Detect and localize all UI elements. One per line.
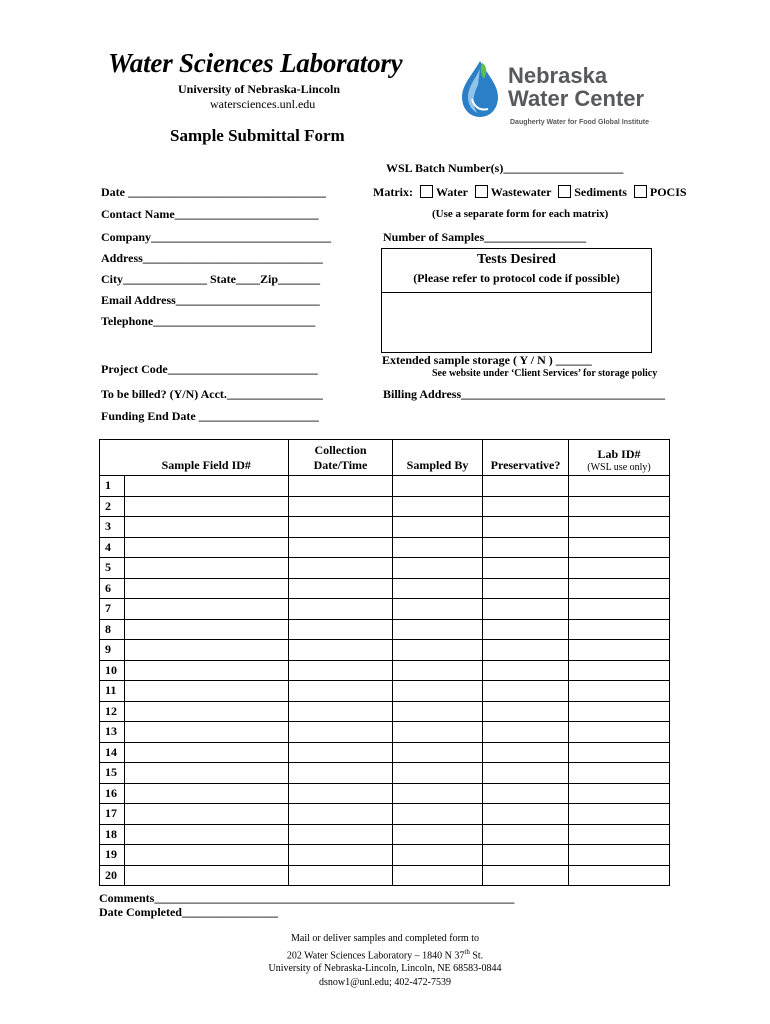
collection-cell[interactable] bbox=[289, 537, 393, 558]
row-number: 15 bbox=[100, 763, 125, 784]
lab-id-cell[interactable] bbox=[569, 845, 670, 866]
university-name: University of Nebraska-Lincoln bbox=[178, 82, 340, 96]
wsl-batch-field[interactable]: WSL Batch Number(s)____________________ bbox=[386, 161, 624, 175]
collection-cell[interactable] bbox=[289, 640, 393, 661]
row-number: 1 bbox=[100, 476, 125, 497]
row-number: 18 bbox=[100, 824, 125, 845]
sample-field-id-cell[interactable] bbox=[125, 619, 289, 640]
sample-field-id-cell[interactable] bbox=[125, 599, 289, 620]
row-number: 3 bbox=[100, 517, 125, 538]
storage-policy-note: See website under ‘Client Services’ for storage policy bbox=[432, 368, 658, 379]
footer-contact[interactable]: dsnow1@unl.edu; 402-472-7539 bbox=[319, 976, 451, 988]
preservative-cell[interactable] bbox=[483, 578, 569, 599]
tests-desired-box[interactable] bbox=[381, 248, 652, 353]
table-row bbox=[100, 783, 670, 804]
matrix-sediments-label: Sediments bbox=[574, 185, 627, 199]
funding-end-date-field[interactable]: Funding End Date ____________________ bbox=[101, 409, 319, 423]
lab-id-cell[interactable] bbox=[569, 783, 670, 804]
row-number: 11 bbox=[100, 681, 125, 702]
collection-cell[interactable] bbox=[289, 701, 393, 722]
row-number: 20 bbox=[100, 865, 125, 886]
matrix-wastewater-label: Wastewater bbox=[490, 185, 552, 199]
collection-cell[interactable] bbox=[289, 681, 393, 702]
preservative-cell[interactable] bbox=[483, 496, 569, 517]
lab-id-cell[interactable] bbox=[569, 660, 670, 681]
sampled-by-cell[interactable] bbox=[393, 599, 483, 620]
logo-line1: Nebraska bbox=[508, 63, 608, 88]
sample-field-id-cell[interactable] bbox=[125, 763, 289, 784]
telephone-field[interactable]: Telephone___________________________ bbox=[101, 314, 316, 328]
lab-id-cell[interactable] bbox=[569, 640, 670, 661]
sample-field-id-cell[interactable] bbox=[125, 537, 289, 558]
matrix-row bbox=[373, 185, 687, 200]
collection-cell[interactable] bbox=[289, 619, 393, 640]
sampled-by-cell[interactable] bbox=[393, 722, 483, 743]
samples-table bbox=[99, 439, 670, 886]
contact-name-field[interactable]: Contact Name________________________ bbox=[101, 207, 319, 221]
sampled-by-cell[interactable] bbox=[393, 742, 483, 763]
table-row bbox=[100, 681, 670, 702]
sample-field-id-cell[interactable] bbox=[125, 681, 289, 702]
sample-field-id-cell[interactable] bbox=[125, 742, 289, 763]
sample-field-id-cell[interactable] bbox=[125, 804, 289, 825]
collection-cell[interactable] bbox=[289, 578, 393, 599]
lab-id-cell[interactable] bbox=[569, 763, 670, 784]
address-field[interactable]: Address______________________________ bbox=[101, 251, 323, 265]
preservative-cell[interactable] bbox=[483, 804, 569, 825]
nebraska-water-center-logo bbox=[458, 55, 658, 130]
logo-line2: Water Center bbox=[508, 86, 645, 111]
form-title: Sample Submittal Form bbox=[170, 126, 345, 145]
sample-field-id-cell[interactable] bbox=[125, 558, 289, 579]
preservative-cell[interactable] bbox=[483, 824, 569, 845]
to-be-billed-field[interactable]: To be billed? (Y/N) Acct.________________ bbox=[101, 387, 323, 401]
footer-address-end: St. bbox=[469, 949, 484, 961]
preservative-cell[interactable] bbox=[483, 845, 569, 866]
row-number: 4 bbox=[100, 537, 125, 558]
sample-field-id-cell[interactable] bbox=[125, 496, 289, 517]
matrix-water-checkbox[interactable] bbox=[420, 185, 433, 198]
preservative-cell[interactable] bbox=[483, 599, 569, 620]
preservative-header: Preservative? bbox=[483, 440, 569, 476]
sampled-by-header: Sampled By bbox=[393, 440, 483, 476]
sampled-by-cell[interactable] bbox=[393, 578, 483, 599]
lab-id-title: Lab ID# bbox=[597, 447, 641, 461]
table-row bbox=[100, 742, 670, 763]
preservative-cell[interactable] bbox=[483, 681, 569, 702]
table-row bbox=[100, 619, 670, 640]
lab-id-cell[interactable] bbox=[569, 804, 670, 825]
collection-cell[interactable] bbox=[289, 558, 393, 579]
lab-id-cell[interactable] bbox=[569, 599, 670, 620]
logo-tagline: Daugherty Water for Food Global Institute bbox=[510, 119, 649, 126]
preservative-cell[interactable] bbox=[483, 722, 569, 743]
matrix-pocis-label: POCIS bbox=[649, 185, 687, 199]
row-number: 7 bbox=[100, 599, 125, 620]
collection-cell[interactable] bbox=[289, 517, 393, 538]
lab-id-cell[interactable] bbox=[569, 824, 670, 845]
extended-storage-field[interactable]: Extended sample storage ( Y / N ) ______ bbox=[382, 353, 592, 367]
sampled-by-cell[interactable] bbox=[393, 640, 483, 661]
collection-cell[interactable] bbox=[289, 865, 393, 886]
sampled-by-cell[interactable] bbox=[393, 824, 483, 845]
collection-cell[interactable] bbox=[289, 742, 393, 763]
tests-desired-title: Tests Desired bbox=[477, 252, 556, 267]
tests-desired-note: (Please refer to protocol code if possible) bbox=[413, 271, 620, 285]
preservative-cell[interactable] bbox=[483, 783, 569, 804]
preservative-cell[interactable] bbox=[483, 660, 569, 681]
collection-header-l1: Collection bbox=[314, 443, 367, 457]
project-code-field[interactable]: Project Code_________________________ bbox=[101, 362, 318, 376]
table-row bbox=[100, 496, 670, 517]
row-number: 19 bbox=[100, 845, 125, 866]
collection-header-l2: Date/Time bbox=[313, 458, 368, 472]
billing-address-field[interactable]: Billing Address__________________________________ bbox=[383, 387, 666, 401]
table-row bbox=[100, 763, 670, 784]
collection-cell[interactable] bbox=[289, 824, 393, 845]
lab-id-cell[interactable] bbox=[569, 722, 670, 743]
preservative-cell[interactable] bbox=[483, 619, 569, 640]
preservative-cell[interactable] bbox=[483, 476, 569, 497]
row-number: 16 bbox=[100, 783, 125, 804]
preservative-cell[interactable] bbox=[483, 640, 569, 661]
row-number: 8 bbox=[100, 619, 125, 640]
matrix-sediments-checkbox[interactable] bbox=[558, 185, 571, 198]
table-row bbox=[100, 537, 670, 558]
table-row bbox=[100, 865, 670, 886]
footer-address: 202 Water Sciences Laboratory – 1840 N 37 bbox=[286, 949, 465, 961]
row-number: 17 bbox=[100, 804, 125, 825]
sample-field-id-cell[interactable] bbox=[125, 578, 289, 599]
table-row bbox=[100, 660, 670, 681]
row-number: 13 bbox=[100, 722, 125, 743]
sampled-by-cell[interactable] bbox=[393, 537, 483, 558]
table-row bbox=[100, 578, 670, 599]
lab-id-cell[interactable] bbox=[569, 742, 670, 763]
sampled-by-cell[interactable] bbox=[393, 804, 483, 825]
sampled-by-cell[interactable] bbox=[393, 845, 483, 866]
sample-field-id-header: Sample Field ID# bbox=[125, 440, 289, 476]
lab-id-cell[interactable] bbox=[569, 537, 670, 558]
company-field[interactable]: Company______________________________ bbox=[101, 230, 332, 244]
table-row bbox=[100, 640, 670, 661]
lab-id-cell[interactable] bbox=[569, 701, 670, 722]
table-row bbox=[100, 599, 670, 620]
matrix-note: (Use a separate form for each matrix) bbox=[432, 208, 609, 220]
sampled-by-cell[interactable] bbox=[393, 865, 483, 886]
sampled-by-cell[interactable] bbox=[393, 660, 483, 681]
footer-line1: Mail or deliver samples and completed form to bbox=[290, 933, 479, 944]
lab-id-cell[interactable] bbox=[569, 517, 670, 538]
collection-cell[interactable] bbox=[289, 722, 393, 743]
sampled-by-cell[interactable] bbox=[393, 783, 483, 804]
lab-id-cell[interactable] bbox=[569, 558, 670, 579]
lab-id-cell[interactable] bbox=[569, 681, 670, 702]
matrix-label: Matrix: bbox=[373, 185, 413, 199]
matrix-water-label: Water bbox=[435, 185, 468, 199]
table-row bbox=[100, 701, 670, 722]
table-header-row bbox=[100, 440, 670, 476]
preservative-cell[interactable] bbox=[483, 763, 569, 784]
footer-line3: University of Nebraska-Lincoln, Lincoln, NE 68583-0844 bbox=[268, 963, 502, 975]
table-row bbox=[100, 845, 670, 866]
sample-field-id-cell[interactable] bbox=[125, 517, 289, 538]
date-field[interactable]: Date _________________________________ bbox=[101, 185, 326, 199]
collection-cell[interactable] bbox=[289, 476, 393, 497]
footer-address-sup: th bbox=[464, 947, 470, 956]
row-number: 6 bbox=[100, 578, 125, 599]
preservative-cell[interactable] bbox=[483, 701, 569, 722]
date-completed-field[interactable]: Date Completed________________ bbox=[99, 905, 278, 919]
tests-desired-header bbox=[382, 249, 651, 293]
collection-cell[interactable] bbox=[289, 804, 393, 825]
collection-cell[interactable] bbox=[289, 783, 393, 804]
row-number: 9 bbox=[100, 640, 125, 661]
sample-field-id-cell[interactable] bbox=[125, 865, 289, 886]
number-of-samples-field[interactable]: Number of Samples_________________ bbox=[383, 230, 587, 244]
preservative-cell[interactable] bbox=[483, 517, 569, 538]
footer bbox=[200, 932, 570, 989]
row-number: 10 bbox=[100, 660, 125, 681]
lab-title: Water Sciences Laboratory bbox=[108, 48, 403, 78]
sampled-by-cell[interactable] bbox=[393, 496, 483, 517]
sampled-by-cell[interactable] bbox=[393, 681, 483, 702]
matrix-wastewater-checkbox[interactable] bbox=[475, 185, 488, 198]
sampled-by-cell[interactable] bbox=[393, 517, 483, 538]
sampled-by-cell[interactable] bbox=[393, 701, 483, 722]
sampled-by-cell[interactable] bbox=[393, 558, 483, 579]
lab-id-header bbox=[569, 440, 670, 476]
row-number: 2 bbox=[100, 496, 125, 517]
sample-field-id-cell[interactable] bbox=[125, 783, 289, 804]
collection-cell[interactable] bbox=[289, 496, 393, 517]
sample-field-id-cell[interactable] bbox=[125, 660, 289, 681]
sampled-by-cell[interactable] bbox=[393, 763, 483, 784]
table-row bbox=[100, 558, 670, 579]
collection-cell[interactable] bbox=[289, 763, 393, 784]
row-number: 14 bbox=[100, 742, 125, 763]
lab-id-cell[interactable] bbox=[569, 865, 670, 886]
sample-field-id-cell[interactable] bbox=[125, 722, 289, 743]
table-row bbox=[100, 722, 670, 743]
preservative-cell[interactable] bbox=[483, 558, 569, 579]
sampled-by-cell[interactable] bbox=[393, 619, 483, 640]
sample-field-id-cell[interactable] bbox=[125, 845, 289, 866]
footer-line2 bbox=[200, 946, 570, 963]
preservative-cell[interactable] bbox=[483, 537, 569, 558]
table-row bbox=[100, 804, 670, 825]
comments-field[interactable]: Comments____________________________________________________________ bbox=[99, 891, 515, 905]
collection-cell[interactable] bbox=[289, 660, 393, 681]
preservative-cell[interactable] bbox=[483, 865, 569, 886]
lab-id-cell[interactable] bbox=[569, 619, 670, 640]
lab-id-note: (WSL use only) bbox=[587, 462, 651, 473]
table-row bbox=[100, 476, 670, 497]
sample-field-id-cell[interactable] bbox=[125, 824, 289, 845]
sample-field-id-cell[interactable] bbox=[125, 476, 289, 497]
matrix-pocis-checkbox[interactable] bbox=[634, 185, 647, 198]
collection-header bbox=[289, 440, 393, 476]
collection-cell[interactable] bbox=[289, 599, 393, 620]
sampled-by-cell[interactable] bbox=[393, 476, 483, 497]
row-number: 5 bbox=[100, 558, 125, 579]
sample-field-id-cell[interactable] bbox=[125, 701, 289, 722]
row-number: 12 bbox=[100, 701, 125, 722]
lab-id-cell[interactable] bbox=[569, 476, 670, 497]
table-row bbox=[100, 824, 670, 845]
lab-id-cell[interactable] bbox=[569, 496, 670, 517]
email-field[interactable]: Email Address________________________ bbox=[101, 293, 320, 307]
preservative-cell[interactable] bbox=[483, 742, 569, 763]
row-number-header bbox=[100, 440, 125, 476]
collection-cell[interactable] bbox=[289, 845, 393, 866]
table-row bbox=[100, 517, 670, 538]
city-state-zip-field[interactable]: City______________ State____Zip_______ bbox=[101, 272, 320, 286]
website-link[interactable]: watersciences.unl.edu bbox=[210, 97, 316, 111]
lab-id-cell[interactable] bbox=[569, 578, 670, 599]
sample-field-id-cell[interactable] bbox=[125, 640, 289, 661]
